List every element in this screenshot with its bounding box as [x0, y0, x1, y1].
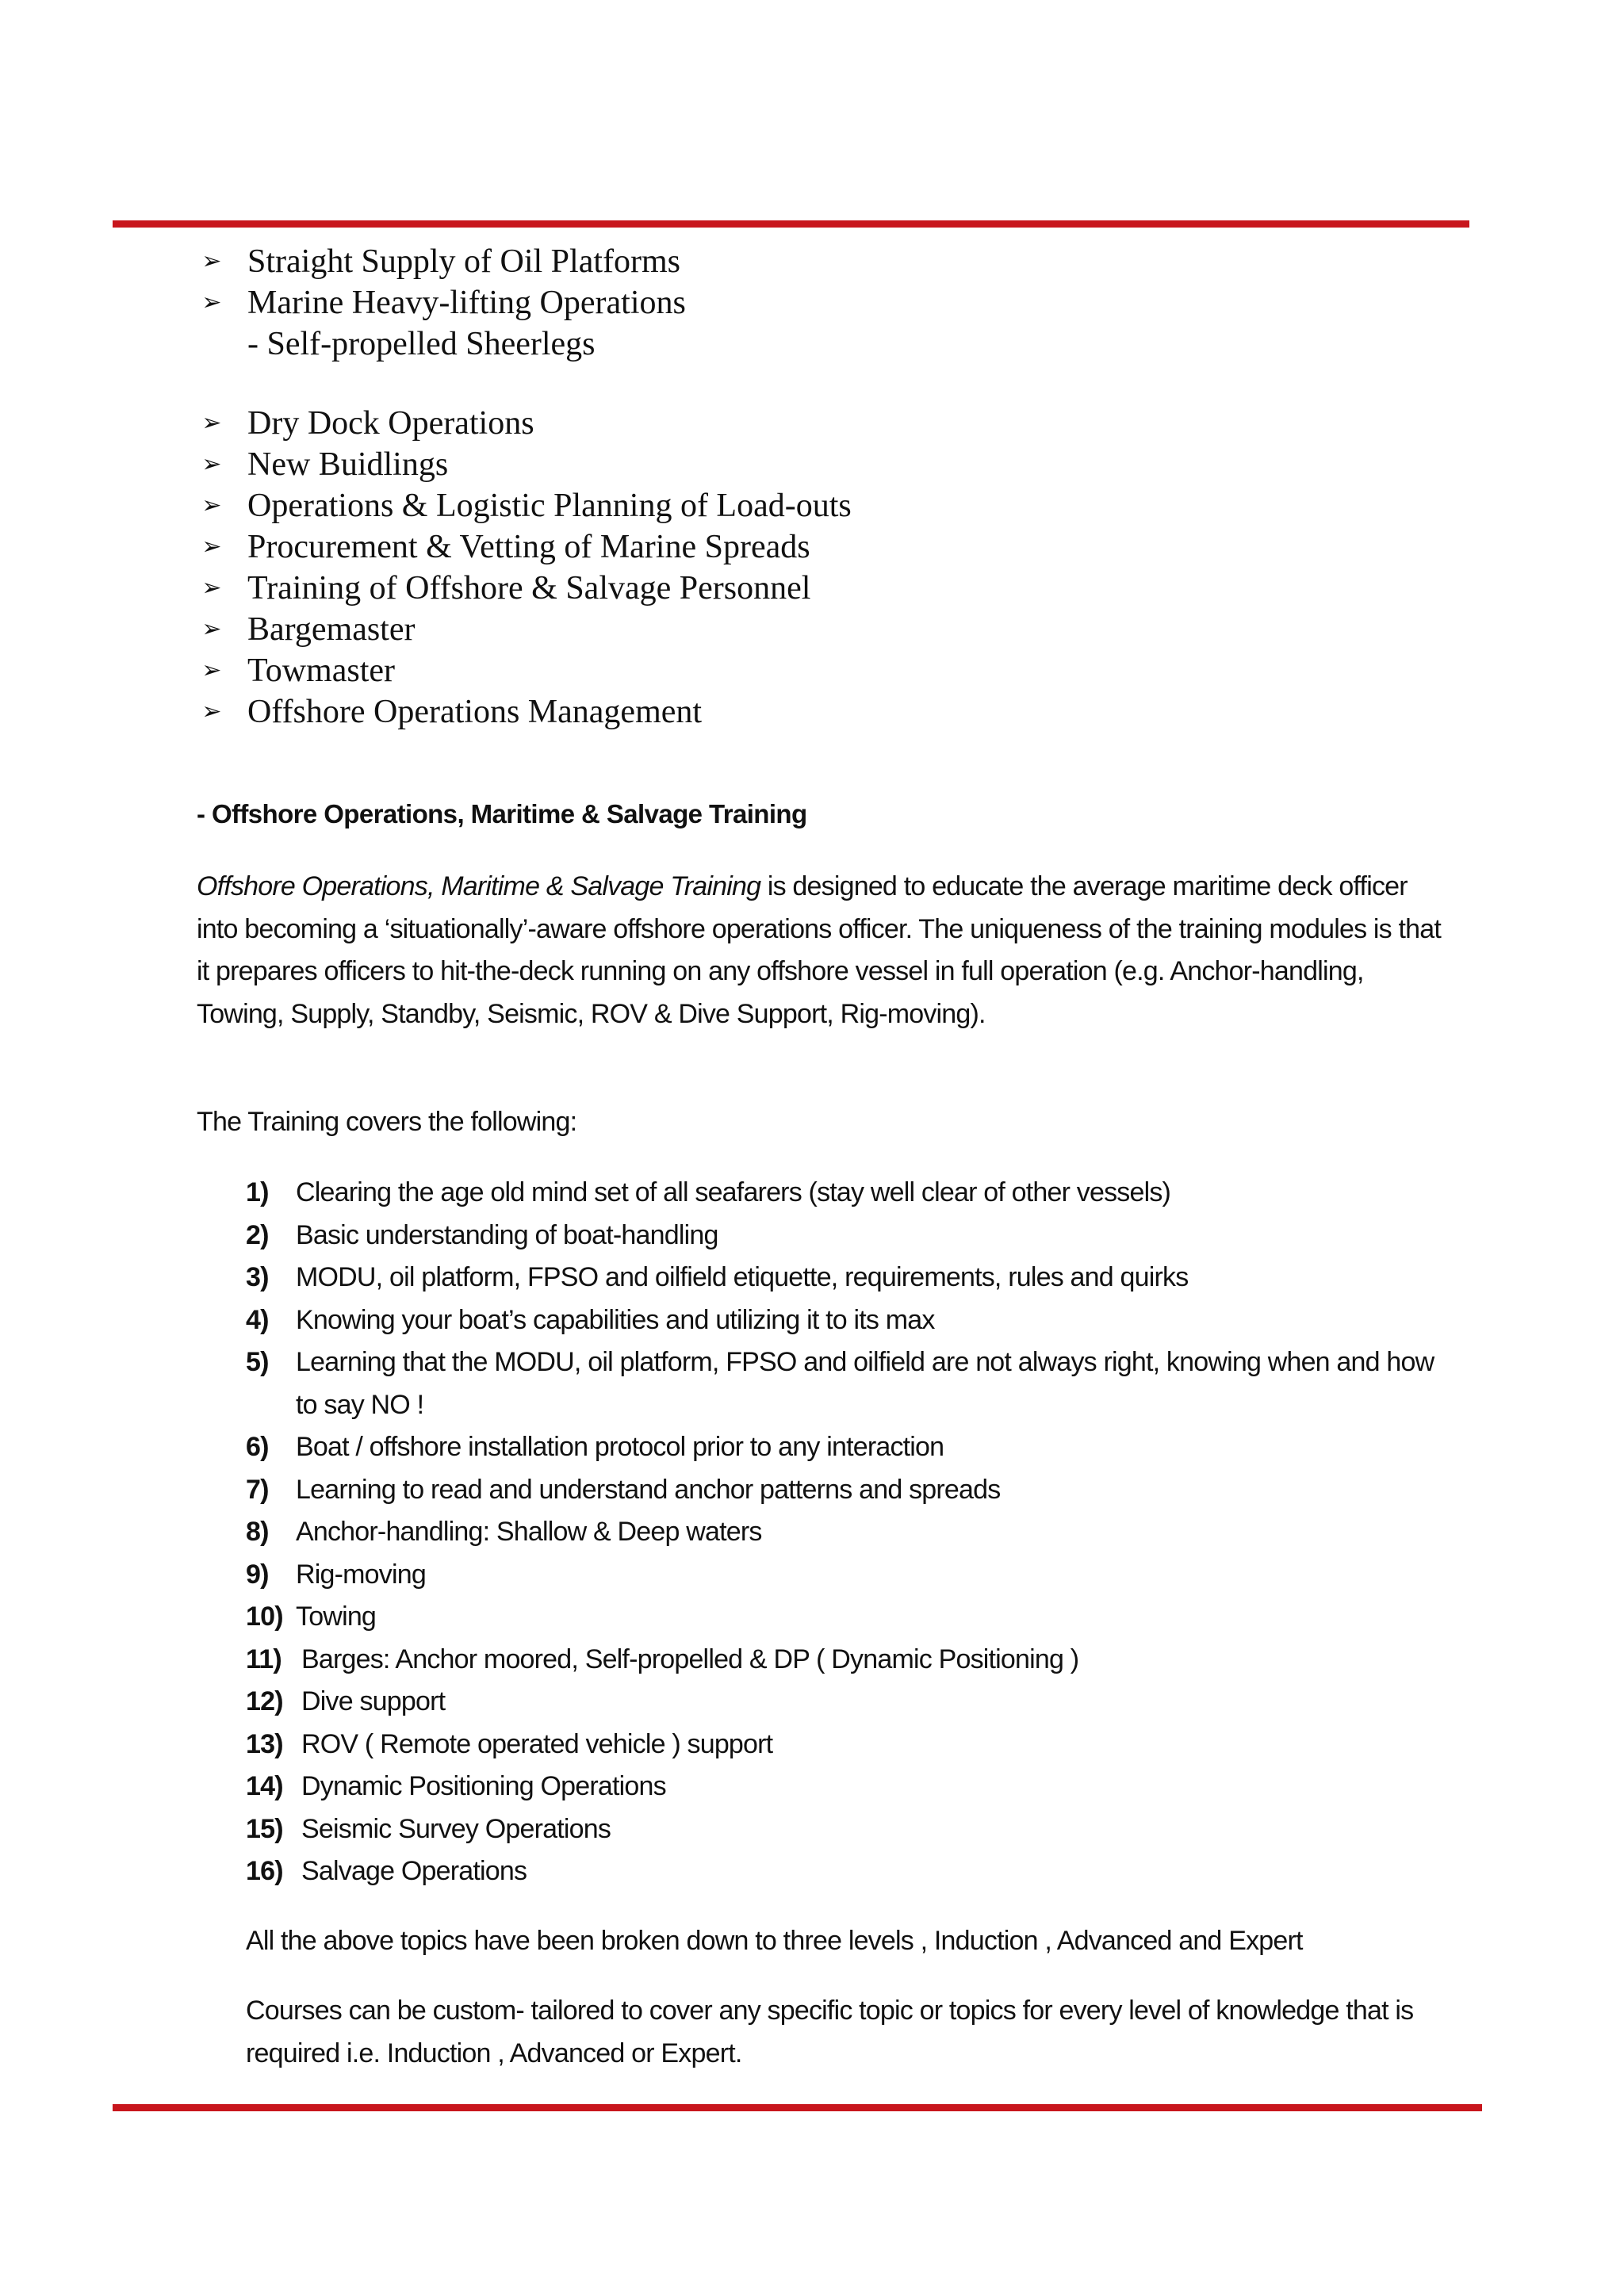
list-item: ➢ Marine Heavy-lifting Operations: [247, 282, 852, 323]
item-text: Dive support: [301, 1686, 446, 1716]
list-item-subtext: - Self-propelled Sheerlegs: [247, 326, 596, 362]
list-item: [246, 1426, 1451, 1469]
intro-text: is designed to educate the average maritime deck officer into becoming a ‘situationally’-aware offshore operations officer. The uniqueness of the training modules is that it prepares officers to hit-the-deck running on any offshore vessel in full operation (e.g. Anchor-handling, Towing, Supply, Standby, Seismic, ROV & Dive Support, Rig-moving).: [197, 871, 1442, 1029]
item-text: ROV ( Remote operated vehicle ) support: [301, 1728, 773, 1759]
list-item: [246, 1257, 1451, 1299]
item-number: 5): [246, 1347, 269, 1377]
intro-paragraph: [197, 866, 1442, 1035]
list-item: ➢ Procurement & Vetting of Marine Spreads: [247, 526, 852, 568]
list-item: [246, 1808, 1451, 1851]
arrow-bullet-icon: ➢: [201, 656, 222, 684]
item-text: Salvage Operations: [301, 1856, 527, 1886]
levels-note: All the above topics have been broken down to three levels , Induction , Advanced and Expert: [246, 1926, 1303, 1956]
item-number: 9): [246, 1559, 269, 1590]
arrow-bullet-icon: ➢: [201, 450, 222, 478]
item-number: 13): [246, 1728, 283, 1759]
item-number: 11): [246, 1644, 282, 1674]
list-item: [246, 1596, 1451, 1639]
arrow-bullet-icon: ➢: [201, 247, 222, 275]
item-text: Towing: [296, 1601, 377, 1632]
item-number: 3): [246, 1262, 269, 1292]
services-list: [201, 241, 852, 733]
list-item: [246, 1724, 1451, 1766]
list-spacer: [247, 365, 852, 403]
arrow-bullet-icon: ➢: [201, 289, 222, 316]
arrow-bullet-icon: ➢: [201, 615, 222, 643]
topics-list: [246, 1172, 1451, 1893]
item-text: Anchor-handling: Shallow & Deep waters: [296, 1517, 762, 1547]
item-number: 8): [246, 1517, 269, 1547]
item-number: 1): [246, 1177, 269, 1207]
item-text: Seismic Survey Operations: [301, 1813, 611, 1844]
item-text: Boat / offshore installation protocol prior to any interaction: [296, 1432, 944, 1462]
list-item: [246, 1766, 1451, 1808]
bottom-divider: [113, 2104, 1482, 2111]
item-text: Knowing your boat’s capabilities and utilizing it to its max: [296, 1304, 935, 1335]
item-number: 12): [246, 1686, 283, 1716]
item-text: Clearing the age old mind set of all seafarers (stay well clear of other vessels): [296, 1177, 1171, 1207]
list-item: [246, 1215, 1451, 1257]
item-number: 15): [246, 1813, 283, 1844]
list-item: ➢ Bargemaster: [247, 609, 852, 650]
list-item: ➢ New Buidlings: [247, 444, 852, 485]
list-item: [246, 1850, 1451, 1893]
item-number: 7): [246, 1474, 269, 1505]
list-item: ➢ Dry Dock Operations: [247, 403, 852, 444]
list-item: [246, 1172, 1451, 1215]
item-number: 4): [246, 1304, 269, 1335]
arrow-bullet-icon: ➢: [201, 409, 222, 437]
item-number: 16): [246, 1856, 283, 1886]
intro-course-name: Offshore Operations, Maritime & Salvage Training: [197, 871, 761, 901]
list-item: ➢ Towmaster: [247, 650, 852, 691]
arrow-bullet-icon: ➢: [201, 698, 222, 725]
custom-courses-note: Courses can be custom- tailored to cover any specific topic or topics for every level of knowledge that is required i.e. Induction , Advanced or Expert.: [246, 1996, 1414, 2068]
item-text: Basic understanding of boat-handling: [296, 1219, 718, 1250]
item-number: 10): [246, 1601, 283, 1632]
item-number: 14): [246, 1771, 283, 1801]
item-text: Dynamic Positioning Operations: [301, 1771, 666, 1801]
list-item: [246, 1681, 1451, 1724]
list-item: [246, 1341, 1451, 1426]
item-number: 2): [246, 1219, 269, 1250]
item-text: MODU, oil platform, FPSO and oilfield etiquette, requirements, rules and quirks: [296, 1262, 1189, 1292]
item-text: Learning to read and understand anchor patterns and spreads: [296, 1474, 1001, 1505]
covers-label: The Training covers the following:: [197, 1107, 577, 1137]
list-item: [246, 1299, 1451, 1342]
item-text: Rig-moving: [296, 1559, 426, 1590]
list-item: ➢ Offshore Operations Management: [247, 691, 852, 733]
list-item: [246, 1639, 1451, 1682]
list-item: ➢ Training of Offshore & Salvage Personnel: [247, 568, 852, 609]
list-item: [246, 1554, 1451, 1597]
item-text: Barges: Anchor moored, Self-propelled & DP ( Dynamic Positioning ): [301, 1644, 1079, 1674]
arrow-bullet-icon: ➢: [201, 533, 222, 561]
arrow-bullet-icon: ➢: [201, 492, 222, 519]
list-item: [246, 1511, 1451, 1554]
item-text: Learning that the MODU, oil platform, FPSO and oilfield are not always right, knowing when and how to say NO !: [296, 1347, 1434, 1420]
list-item: ➢ Operations & Logistic Planning of Load-outs: [247, 485, 852, 526]
top-divider: [113, 220, 1469, 228]
list-item: [246, 1469, 1451, 1512]
item-number: 6): [246, 1432, 269, 1462]
arrow-bullet-icon: ➢: [201, 574, 222, 602]
list-item: ➢ Straight Supply of Oil Platforms: [247, 241, 852, 282]
section-heading: - Offshore Operations, Maritime & Salvage Training: [197, 799, 807, 828]
